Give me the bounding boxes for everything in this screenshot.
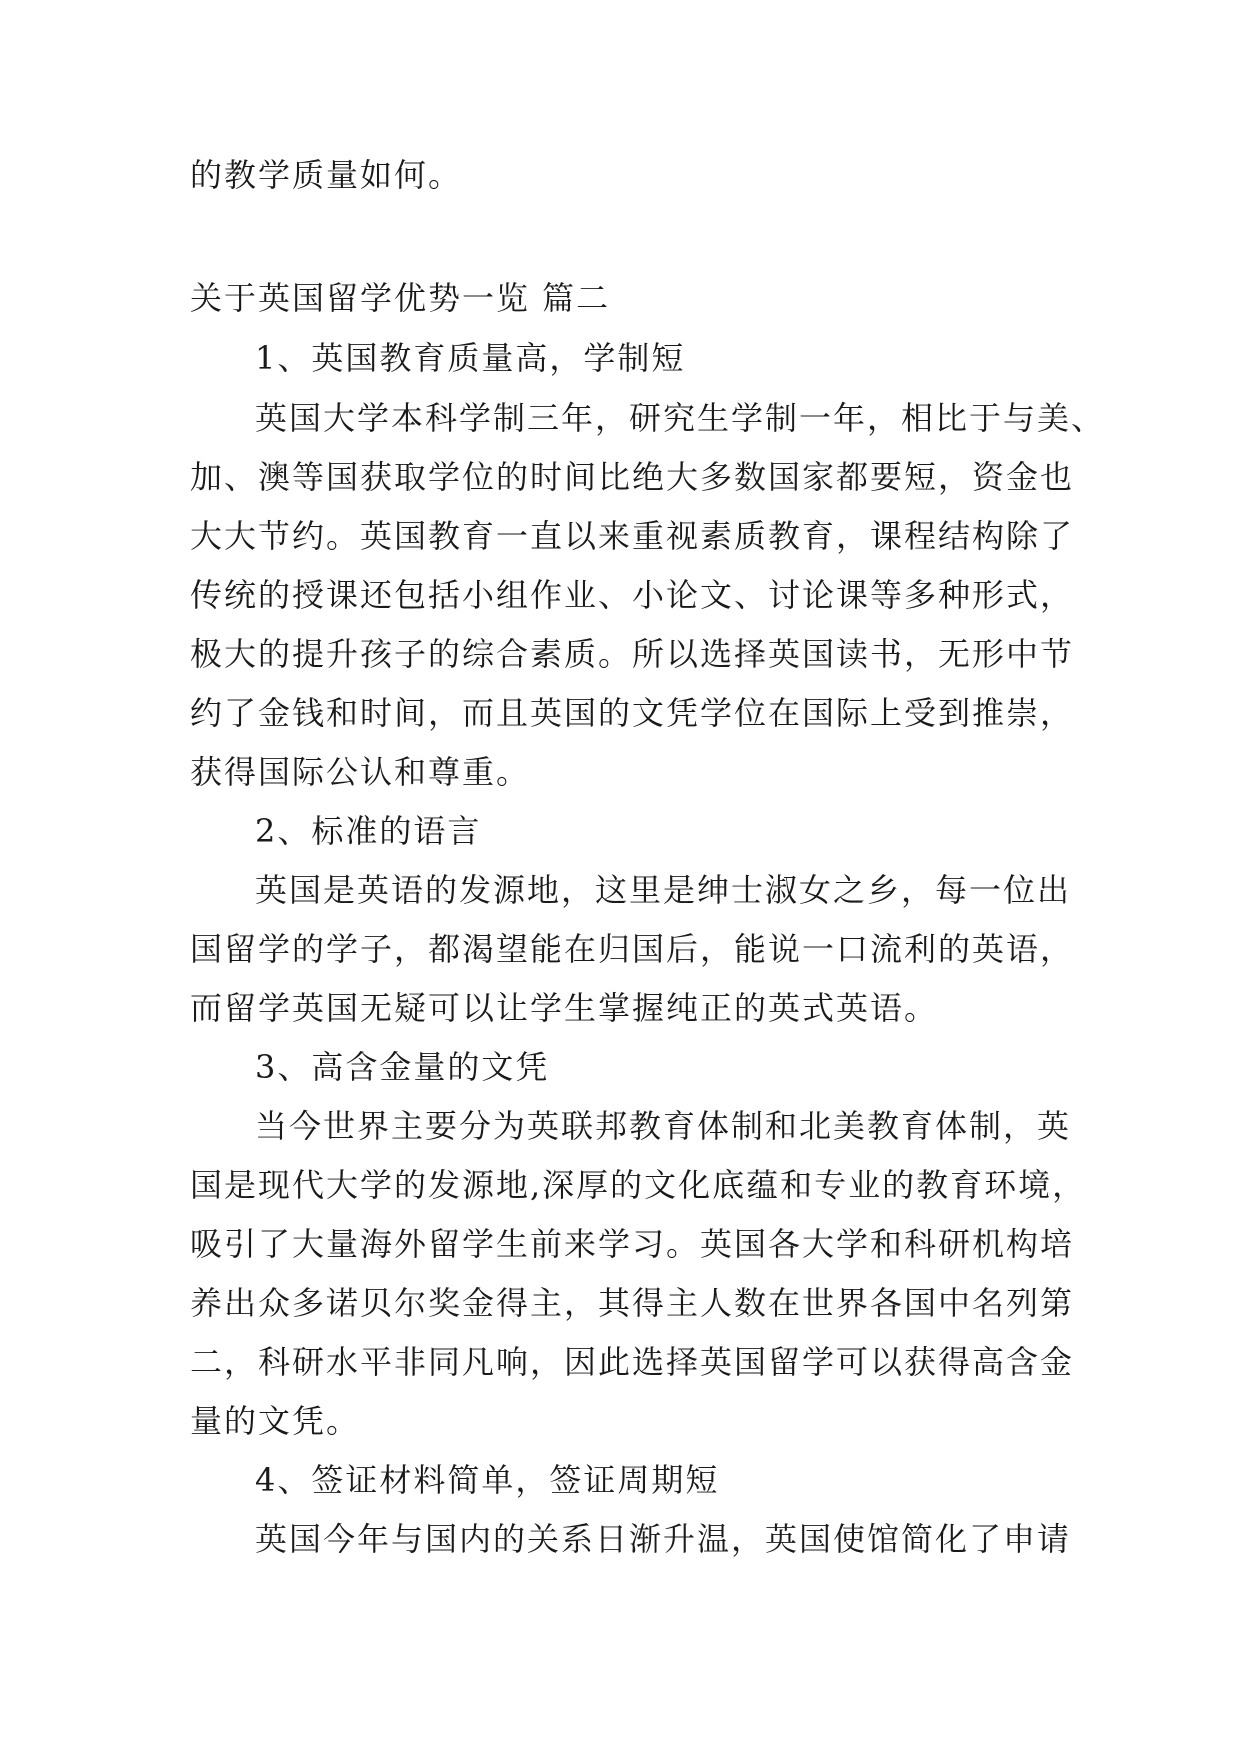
item-heading: 1、英国教育质量高，学制短 [255,339,686,377]
paragraph-line: 英国大学本科学制三年，研究生学制一年，相比于与美、 [255,399,1106,437]
item-heading: 3、高含金量的文凭 [255,1048,550,1086]
paragraph-line: 国留学的学子，都渴望能在归国后，能说一口流利的英语， [190,930,1075,968]
paragraph-line: 养出众多诺贝尔奖金得主，其得主人数在世界各国中名列第 [190,1284,1075,1322]
paragraph-line: 约了金钱和时间，而且英国的文凭学位在国际上受到推崇， [190,694,1075,732]
paragraph-line: 二，科研水平非同凡响，因此选择英国留学可以获得高含金 [190,1343,1075,1381]
section-heading: 关于英国留学优势一览 篇二 [190,279,611,317]
paragraph-line: 传统的授课还包括小组作业、小论文、讨论课等多种形式， [190,576,1075,614]
paragraph-line: 国是现代大学的发源地,深厚的文化底蕴和专业的教育环境， [190,1166,1087,1204]
paragraph-line: 量的文凭。 [190,1402,361,1440]
item-heading: 4、签证材料简单，签证周期短 [255,1461,720,1499]
paragraph-line: 吸引了大量海外留学生前来学习。英国各大学和科研机构培 [190,1225,1075,1263]
paragraph-line: 英国是英语的发源地，这里是绅士淑女之乡，每一位出 [255,871,1072,909]
paragraph-line: 加、澳等国获取学位的时间比绝大多数国家都要短，资金也 [190,458,1075,496]
paragraph-line: 的教学质量如何。 [190,156,463,194]
paragraph-line: 大大节约。英国教育一直以来重视素质教育，课程结构除了 [190,517,1075,555]
item-heading: 2、标准的语言 [255,812,482,850]
paragraph-line: 获得国际公认和尊重。 [190,753,531,791]
paragraph-line: 而留学英国无疑可以让学生掌握纯正的英式英语。 [190,989,939,1027]
paragraph-line: 极大的提升孩子的综合素质。所以选择英国读书，无形中节 [190,635,1075,673]
paragraph-line: 当今世界主要分为英联邦教育体制和北美教育体制，英 [255,1107,1072,1145]
paragraph-line: 英国今年与国内的关系日渐升温，英国使馆简化了申请 [255,1520,1072,1558]
